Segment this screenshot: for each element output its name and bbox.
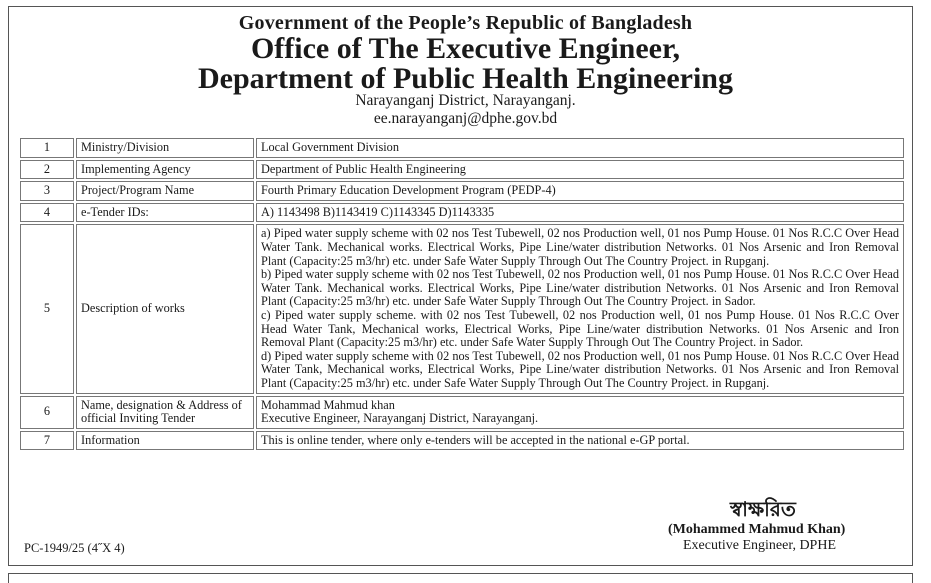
official-designation: Executive Engineer, Narayanganj District, Narayanganj.: [261, 411, 539, 426]
office-address: Narayanganj District, Narayanganj.: [355, 92, 576, 109]
row-number: 1: [20, 138, 74, 158]
table-row: [20, 224, 904, 393]
next-notice-frame: [8, 573, 913, 583]
row-number: 3: [20, 181, 74, 201]
row-value: Local Government Division: [256, 138, 904, 158]
signatory-title: Executive Engineer, DPHE: [683, 538, 837, 553]
row-value: This is online tender, where only e-tenders will be accepted in the national e-GP portal.: [256, 431, 904, 451]
row-label: Description of works: [76, 224, 254, 393]
work-item-a: a) Piped water supply scheme with 02 nos Test Tubewell, 02 nos Production well, 01 nos Pump House. 01 Nos R.C.C Over Head Water Tank. Mechanical works. Electrical Works, Pipe Line/water distribution Networks. 01 Nos Arsenic and Iron Removal Plant (Capacity:25 m3/hr) etc. under Safe Water Supply Through Out The Country Project. in Rupganj.: [261, 226, 899, 268]
row-number: 4: [20, 203, 74, 223]
row-value: A) 1143498 B)1143419 C)1143345 D)1143335: [256, 203, 904, 223]
row-value: [256, 396, 904, 429]
signature-mark: স্বাক্ষরিত: [730, 497, 796, 521]
row-number: 5: [20, 224, 74, 393]
row-label: Ministry/Division: [76, 138, 254, 158]
row-label: Implementing Agency: [76, 160, 254, 180]
table-row: [20, 160, 904, 180]
table-row: [20, 396, 904, 429]
office-email: ee.narayanganj@dphe.gov.bd: [373, 110, 558, 127]
row-value: Department of Public Health Engineering: [256, 160, 904, 180]
work-item-b: b) Piped water supply scheme with 02 nos Test Tubewell, 02 nos Production well, 01 nos Pump House. 01 Nos R.C.C Over Head Water Tank. Mechanical works. Electrical Works, Pipe Line/water distribution Networks. 01 Nos Arsenic and Iron Removal Plant (Capacity:25 m3/hr) etc. under Safe Water Supply Through Out The Country Project. in Sador.: [261, 267, 899, 309]
table-row: [20, 431, 904, 451]
row-number: 2: [20, 160, 74, 180]
row-label: Information: [76, 431, 254, 451]
row-label: e-Tender IDs:: [76, 203, 254, 223]
description-cell: [256, 224, 904, 393]
government-heading: Government of the People’s Republic of Bangladesh: [238, 12, 693, 34]
tender-table: [18, 136, 906, 452]
official-name: Mohammad Mahmud khan: [261, 397, 395, 412]
table-row: [20, 138, 904, 158]
work-item-c: c) Piped water supply scheme. with 02 nos Test Tubewell, 02 nos Production well, 01 nos Pump House. 01 Nos R.C.C Over Head Water Tank, Mechanical works, Electrical Works, Pipe Line/water distribution Networks. 01 Nos Arsenic and Iron Removal Plant (Capacity:25 m3/hr) etc. under Safe Water Supply Through Out The Country Project. in Sador.: [261, 307, 899, 350]
table-row: [20, 203, 904, 223]
row-value: Fourth Primary Education Development Program (PEDP-4): [256, 181, 904, 201]
row-label: Name, designation & Address of official Inviting Tender: [76, 396, 254, 429]
row-number: 6: [20, 396, 74, 429]
reference-code: PC-1949/25 (4˝X 4): [24, 541, 125, 555]
row-label: Project/Program Name: [76, 181, 254, 201]
work-item-d: d) Piped water supply scheme with 02 nos Test Tubewell, 02 nos Production well, 01 nos Pump House. 01 Nos R.C.C Over Head Water Tank, Mechanical works, Electrical Works, Pipe Line/water distribution Networks. 01 Nos Arsenic and Iron Removal Plant (Capacity:25 m3/hr) etc. under Safe Water Supply Through Out The Country Project. in Rupganj.: [261, 348, 899, 390]
signatory-name: (Mohammed Mahmud Khan): [668, 522, 846, 537]
table-row: [20, 181, 904, 201]
row-number: 7: [20, 431, 74, 451]
office-title-line2: Department of Public Health Engineering: [198, 62, 733, 95]
office-title-line1: Office of The Executive Engineer,: [250, 32, 681, 65]
